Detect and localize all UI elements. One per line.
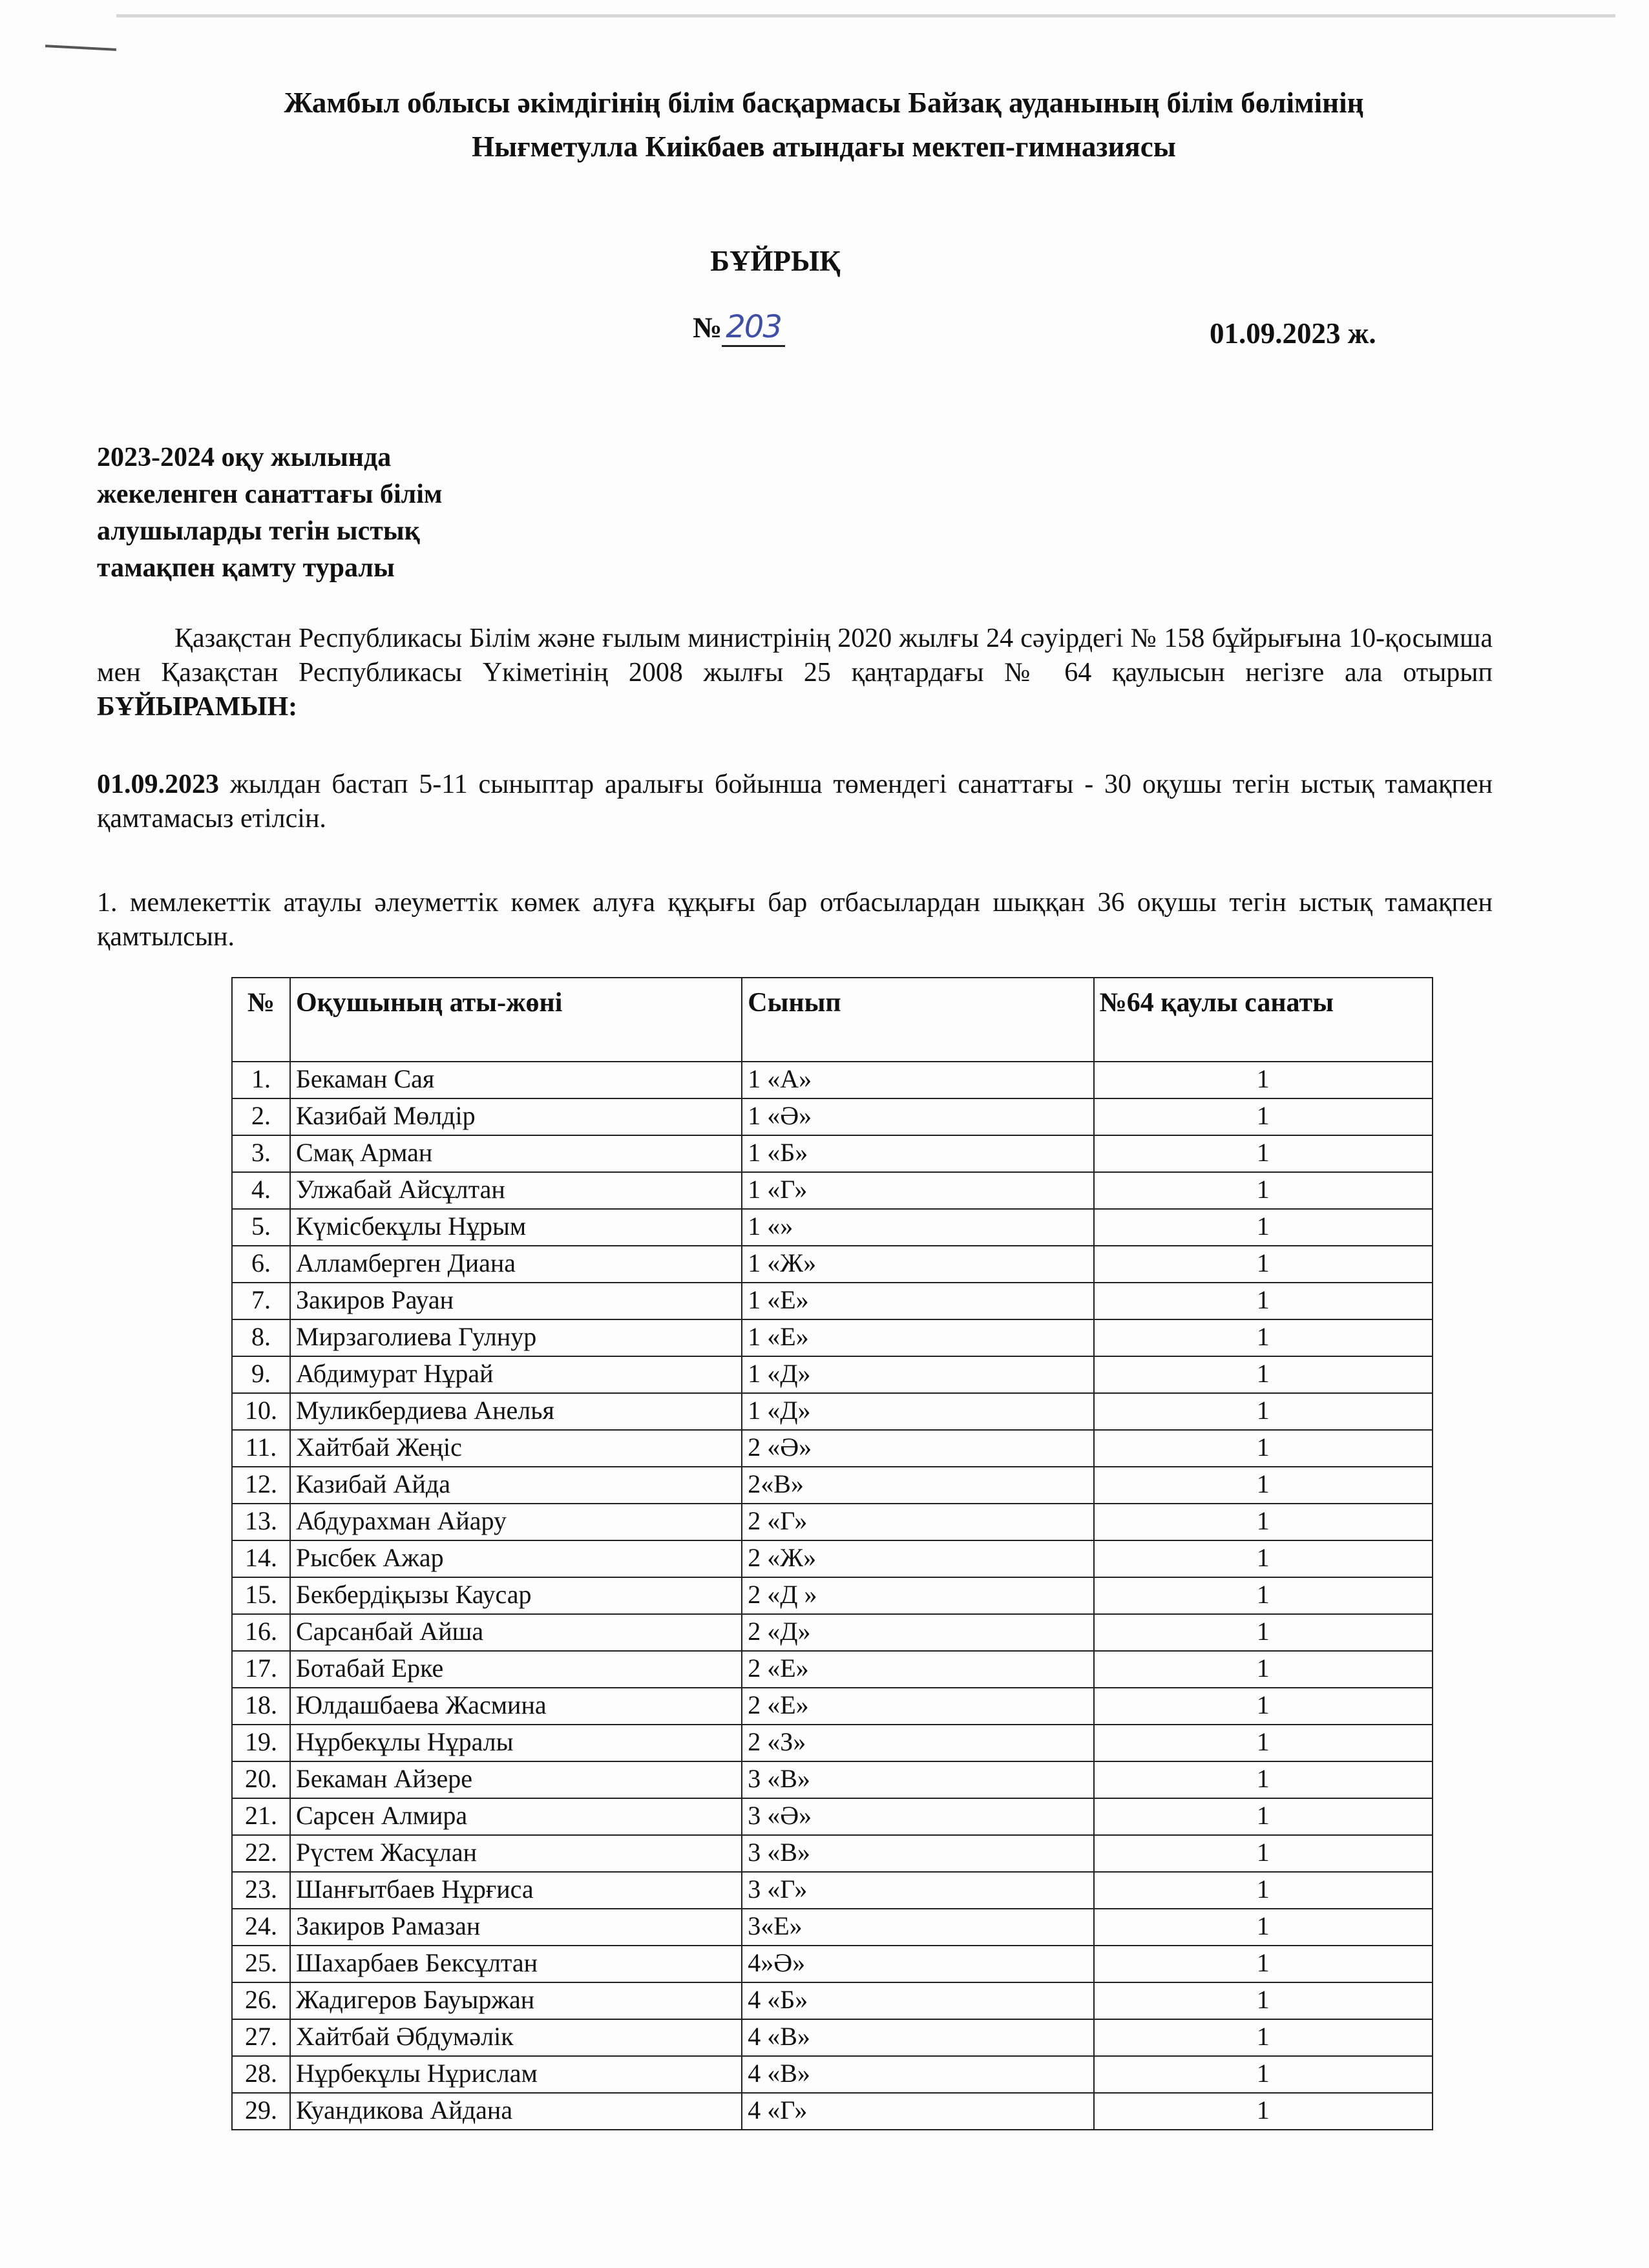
row-number: 3.: [232, 1135, 290, 1172]
student-class: 4 «Г»: [742, 2093, 1093, 2130]
student-name: Муликбердиева Анелья: [290, 1393, 742, 1430]
table-row: [232, 1982, 1433, 2019]
row-number: 27.: [232, 2019, 290, 2056]
student-name: Закиров Рамазан: [290, 1909, 742, 1946]
paragraph-directive-text: жылдан бастап 5-11 сыныптар аралығы бойынша төмендегі санаттағы - 30 оқушы тегін ыстық тамақпен қамтамасыз етілсін.: [97, 770, 1493, 834]
student-name: Бекаман Айзере: [290, 1761, 742, 1798]
student-category: 1: [1094, 1098, 1433, 1135]
student-category: 1: [1094, 1872, 1433, 1909]
student-class: 2 «Е»: [742, 1651, 1093, 1688]
row-number: 12.: [232, 1467, 290, 1504]
student-class: 2 «Ж»: [742, 1540, 1093, 1577]
table-row: [232, 1319, 1433, 1356]
table-row: [232, 1688, 1433, 1725]
student-class: 1 «Е»: [742, 1319, 1093, 1356]
subject-line-2: жекеленген санаттағы білім: [97, 479, 443, 509]
document-header: [97, 81, 1551, 169]
student-class: 2 «Д »: [742, 1577, 1093, 1614]
row-number: 17.: [232, 1651, 290, 1688]
table-row: [232, 1946, 1433, 1982]
table-row: [232, 1872, 1433, 1909]
student-name: Шанғытбаев Нұрғиса: [290, 1872, 742, 1909]
order-number-prefix: №: [693, 311, 722, 344]
student-name: Хайтбай Жеңіс: [290, 1430, 742, 1467]
table-row: [232, 1540, 1433, 1577]
subject-line-3: алушыларды тегін ыстық: [97, 516, 420, 546]
row-number: 28.: [232, 2056, 290, 2093]
student-name: Юлдашбаева Жасмина: [290, 1688, 742, 1725]
student-name: Хайтбай Әбдумәлік: [290, 2019, 742, 2056]
row-number: 26.: [232, 1982, 290, 2019]
row-number: 14.: [232, 1540, 290, 1577]
student-name: Ботабай Ерке: [290, 1651, 742, 1688]
paragraph-basis: [97, 622, 1493, 724]
student-class: 3 «Г»: [742, 1872, 1093, 1909]
row-number: 21.: [232, 1798, 290, 1835]
student-class: 1 «Б»: [742, 1135, 1093, 1172]
order-title: БҰЙРЫҚ: [710, 245, 841, 277]
paragraph-directive-date: 01.09.2023: [97, 770, 219, 799]
row-number: 5.: [232, 1209, 290, 1246]
student-class: 4 «Б»: [742, 1982, 1093, 2019]
header-no: №: [232, 978, 290, 1062]
header-category: №64 қаулы санаты: [1094, 978, 1433, 1062]
student-class: 4»Ә»: [742, 1946, 1093, 1982]
row-number: 6.: [232, 1246, 290, 1283]
paragraph-basis-command: БҰЙЫРАМЫН:: [97, 692, 298, 722]
student-class: 1 «А»: [742, 1062, 1093, 1098]
table-row: [232, 1356, 1433, 1393]
student-class: 3«Е»: [742, 1909, 1093, 1946]
scan-edge-line: [116, 14, 1615, 17]
row-number: 15.: [232, 1577, 290, 1614]
student-category: 1: [1094, 1283, 1433, 1319]
student-category: 1: [1094, 1725, 1433, 1761]
student-name: Куандикова Айдана: [290, 2093, 742, 2130]
student-class: 1 «Ә»: [742, 1098, 1093, 1135]
student-name: Закиров Рауан: [290, 1283, 742, 1319]
row-number: 16.: [232, 1614, 290, 1651]
student-category: 1: [1094, 1319, 1433, 1356]
student-category: 1: [1094, 1246, 1433, 1283]
table-row: [232, 1835, 1433, 1872]
student-name: Нұрбекұлы Нұрислам: [290, 2056, 742, 2093]
student-name: Сарсанбай Айша: [290, 1614, 742, 1651]
table-row: [232, 1614, 1433, 1651]
student-category: 1: [1094, 1209, 1433, 1246]
table-row: [232, 1504, 1433, 1540]
table-row: [232, 1209, 1433, 1246]
student-name: Рысбек Ажар: [290, 1540, 742, 1577]
student-class: 2 «Г»: [742, 1504, 1093, 1540]
table-row: [232, 1577, 1433, 1614]
student-category: 1: [1094, 1835, 1433, 1872]
row-number: 1.: [232, 1062, 290, 1098]
student-name: Алламберген Диана: [290, 1246, 742, 1283]
table-row: [232, 2019, 1433, 2056]
student-category: 1: [1094, 1614, 1433, 1651]
student-class: 3 «В»: [742, 1835, 1093, 1872]
order-subject: [97, 439, 562, 587]
table-row: [232, 1283, 1433, 1319]
table-row: [232, 1172, 1433, 1209]
student-category: 1: [1094, 1946, 1433, 1982]
table-row: [232, 1098, 1433, 1135]
subject-line-4: тамақпен қамту туралы: [97, 553, 395, 583]
student-category: 1: [1094, 1577, 1433, 1614]
row-number: 19.: [232, 1725, 290, 1761]
student-name: Смақ Арман: [290, 1135, 742, 1172]
student-name: Шахарбаев Бексұлтан: [290, 1946, 742, 1982]
table-row: [232, 1725, 1433, 1761]
student-category: 1: [1094, 1909, 1433, 1946]
paragraph-basis-text: Қазақстан Республикасы Білім және ғылым министрінің 2020 жылғы 24 сәуірдегі № 158 бұйрығына 10-қосымша мен Қазақстан Республикасы Үкіметінің 2008 жылғы 25 қаңтардағы № 64 қаулысын негізге ала отырып: [97, 624, 1493, 688]
student-category: 1: [1094, 1761, 1433, 1798]
student-category: 1: [1094, 1982, 1433, 2019]
table-row: [232, 1430, 1433, 1467]
row-number: 9.: [232, 1356, 290, 1393]
student-class: 1 «»: [742, 1209, 1093, 1246]
row-number: 18.: [232, 1688, 290, 1725]
student-category: 1: [1094, 1540, 1433, 1577]
row-number: 24.: [232, 1909, 290, 1946]
row-number: 4.: [232, 1172, 290, 1209]
student-category: 1: [1094, 1467, 1433, 1504]
student-name: Күмісбекұлы Нұрым: [290, 1209, 742, 1246]
student-category: 1: [1094, 2093, 1433, 2130]
table-row: [232, 1798, 1433, 1835]
student-class: 1 «Д»: [742, 1356, 1093, 1393]
student-name: Бекбердіқызы Каусар: [290, 1577, 742, 1614]
student-category: 1: [1094, 1688, 1433, 1725]
student-name: Казибай Мөлдір: [290, 1098, 742, 1135]
row-number: 22.: [232, 1835, 290, 1872]
row-number: 7.: [232, 1283, 290, 1319]
table-row: [232, 1393, 1433, 1430]
student-class: 3 «В»: [742, 1761, 1093, 1798]
table-row: [232, 1062, 1433, 1098]
student-name: Казибай Айда: [290, 1467, 742, 1504]
table-row: [232, 2056, 1433, 2093]
paragraph-item-1: 1. мемлекеттік атаулы әлеуметтік көмек алуға құқығы бар отбасылардан шыққан 36 оқушы тегін ыстық тамақпен қамтылсын.: [97, 888, 1493, 952]
row-number: 8.: [232, 1319, 290, 1356]
student-category: 1: [1094, 1393, 1433, 1430]
table-row: [232, 1761, 1433, 1798]
student-category: 1: [1094, 1504, 1433, 1540]
student-name: Мирзаголиева Гулнур: [290, 1319, 742, 1356]
header-line-1: Жамбыл облысы әкімдігінің білім басқармасы Байзақ ауданының білім бөлімінің: [284, 87, 1364, 119]
row-number: 20.: [232, 1761, 290, 1798]
student-category: 1: [1094, 1798, 1433, 1835]
header-class: Сынып: [742, 978, 1093, 1062]
row-number: 10.: [232, 1393, 290, 1430]
header-name: Оқушының аты-жөні: [290, 978, 742, 1062]
student-class: 2 «Д»: [742, 1614, 1093, 1651]
table-row: [232, 1246, 1433, 1283]
student-name: Рүстем Жасұлан: [290, 1835, 742, 1872]
student-class: 3 «Ә»: [742, 1798, 1093, 1835]
student-class: 2 «Е»: [742, 1688, 1093, 1725]
student-name: Сарсен Алмира: [290, 1798, 742, 1835]
row-number: 11.: [232, 1430, 290, 1467]
paragraph-directive: [97, 768, 1493, 836]
student-class: 2«В»: [742, 1467, 1093, 1504]
row-number: 23.: [232, 1872, 290, 1909]
student-category: 1: [1094, 1356, 1433, 1393]
student-name: Бекаман Сая: [290, 1062, 742, 1098]
student-class: 4 «В»: [742, 2056, 1093, 2093]
table-row: [232, 1909, 1433, 1946]
student-name: Нұрбекұлы Нұралы: [290, 1725, 742, 1761]
student-category: 1: [1094, 2056, 1433, 2093]
student-class: 1 «Е»: [742, 1283, 1093, 1319]
subject-line-1: 2023-2024 оқу жылында: [97, 443, 392, 472]
student-name: Абдурахман Айару: [290, 1504, 742, 1540]
student-class: 1 «Г»: [742, 1172, 1093, 1209]
student-class: 1 «Д»: [742, 1393, 1093, 1430]
student-class: 1 «Ж»: [742, 1246, 1093, 1283]
order-date: 01.09.2023 ж.: [1210, 317, 1376, 350]
row-number: 2.: [232, 1098, 290, 1135]
table-header-row: [232, 978, 1433, 1062]
table-row: [232, 1651, 1433, 1688]
student-category: 1: [1094, 1135, 1433, 1172]
student-name: Абдимурат Нұрай: [290, 1356, 742, 1393]
student-category: 1: [1094, 1062, 1433, 1098]
scan-mark: [45, 45, 116, 51]
student-name: Улжабай Айсұлтан: [290, 1172, 742, 1209]
student-category: 1: [1094, 1430, 1433, 1467]
row-number: 29.: [232, 2093, 290, 2130]
table-row: [232, 1467, 1433, 1504]
table-row: [232, 1135, 1433, 1172]
order-number: [693, 309, 785, 345]
student-name: Жадигеров Бауыржан: [290, 1982, 742, 2019]
student-category: 1: [1094, 1651, 1433, 1688]
row-number: 13.: [232, 1504, 290, 1540]
student-class: 4 «В»: [742, 2019, 1093, 2056]
table-row: [232, 2093, 1433, 2130]
order-number-handwritten: 203: [722, 309, 785, 347]
student-category: 1: [1094, 1172, 1433, 1209]
student-class: 2 «Ә»: [742, 1430, 1093, 1467]
row-number: 25.: [232, 1946, 290, 1982]
student-category: 1: [1094, 2019, 1433, 2056]
student-class: 2 «З»: [742, 1725, 1093, 1761]
header-line-2: Нығметулла Киікбаев атындағы мектеп-гимназиясы: [472, 131, 1176, 163]
students-table: [231, 977, 1433, 2130]
